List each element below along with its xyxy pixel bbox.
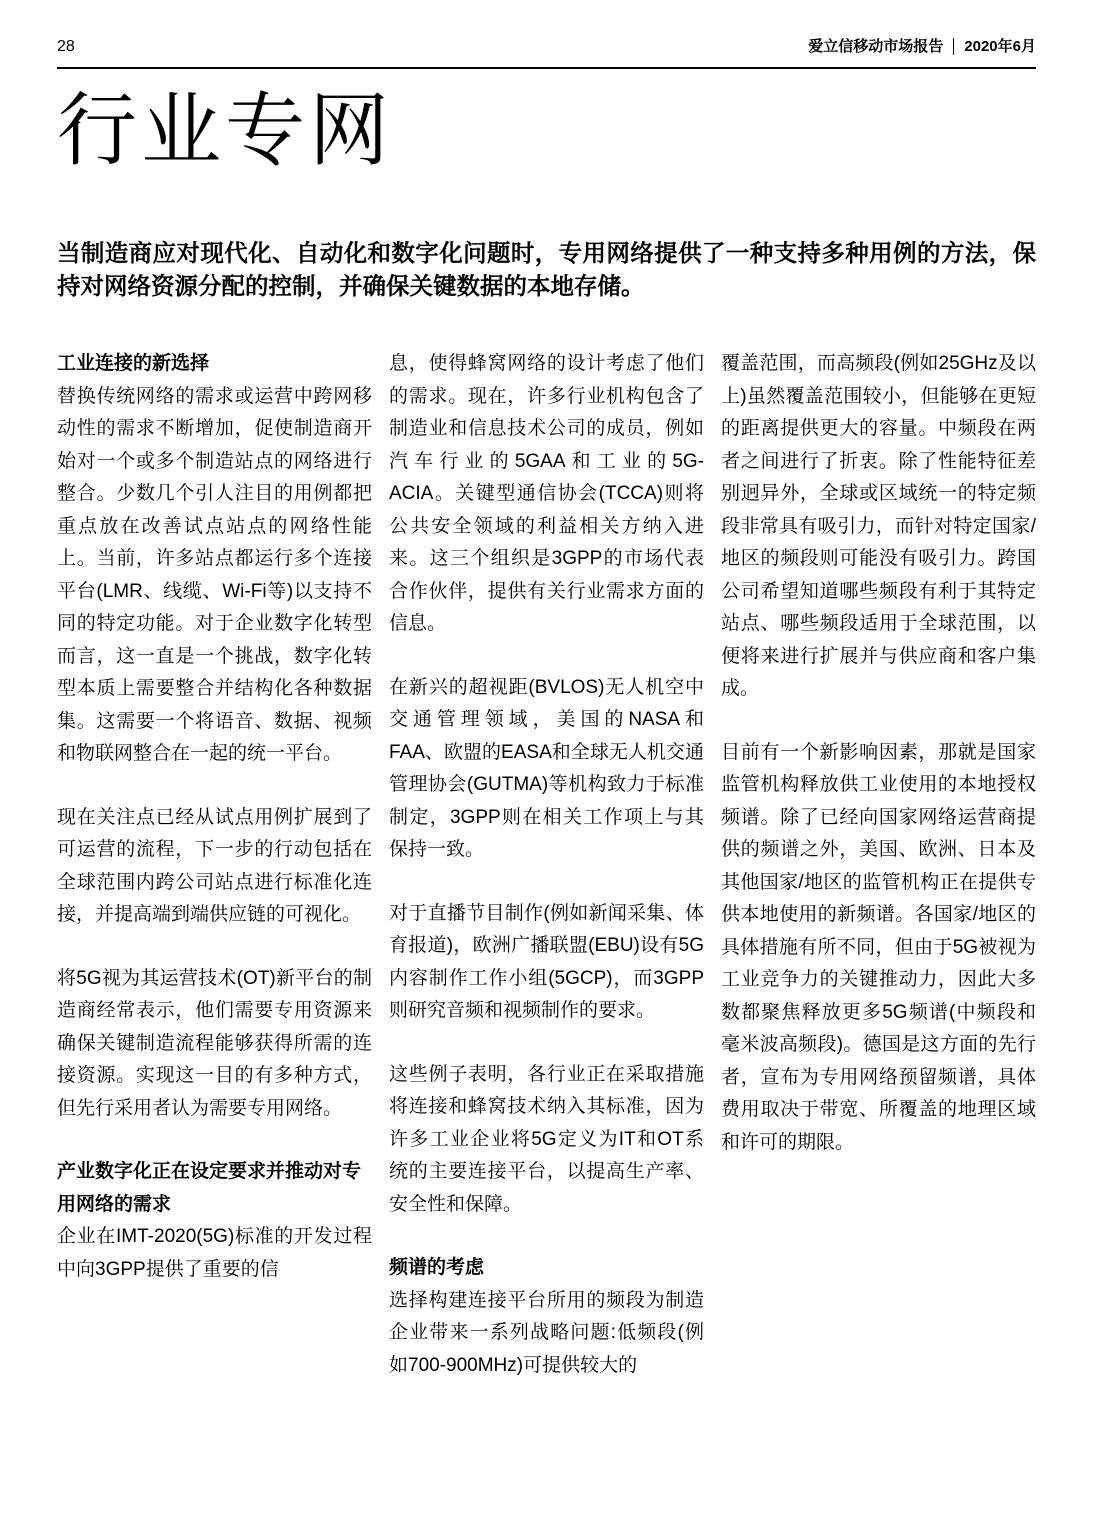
text-column-3 [721, 348, 1036, 1382]
header-report-info [808, 38, 1036, 55]
paragraph: 现在关注点已经从试点用例扩展到了可运营的流程，下一步的行动包括在全球范围内跨公司站点进行标准化连接，并提高端到端供应链的可视化。 [57, 806, 372, 925]
text-column-1 [57, 348, 372, 1382]
page-title: 行业专网 [57, 86, 393, 175]
section-heading: 产业数字化正在设定要求并推动对专用网络的需求 [57, 1161, 362, 1215]
paragraph: 对于直播节目制作(例如新闻采集、体育报道)，欧洲广播联盟(EBU)设有5G内容制作工作小组(5GCP)，而3GPP则研究音频和视频制作的要求。 [389, 902, 704, 1021]
report-title: 爱立信移动市场报告 [808, 38, 944, 55]
paragraph: 将5G视为其运营技术(OT)新平台的制造商经常表示，他们需要专用资源来确保关键制造流程能够获得所需的连接资源。实现这一目的有多种方式，但先行采用者认为需要专用网络。 [57, 967, 372, 1119]
lead-paragraph: 当制造商应对现代化、自动化和数字化问题时，专用网络提供了一种支持多种用例的方法，保持对网络资源分配的控制，并确保关键数据的本地存储。 [57, 240, 1036, 299]
header-divider [953, 38, 954, 55]
section-heading: 工业连接的新选择 [57, 353, 210, 374]
paragraph: 息，使得蜂窝网络的设计考虑了他们的需求。现在，许多行业机构包含了制造业和信息技术公司的成员，例如汽车行业的5GAA和工业的5G-ACIA。关键型通信协会(TCCA)则将公共安全领域的利益相关方纳入进来。这三个组织是3GPP的市场代表合作伙伴，提供有关行业需求方面的信息。 [389, 353, 704, 634]
paragraph: 覆盖范围，而高频段(例如25GHz及以上)虽然覆盖范围较小，但能够在更短的距离提供更大的容量。中频段在两者之间进行了折衷。除了性能特征差别迥异外，全球或区域统一的特定频段非常具有吸引力，而针对特定国家/地区的频段则可能没有吸引力。跨国公司希望知道哪些频段有利于其特定站点、哪些频段适用于全球范围，以便将来进行扩展并与供应商和客户集成。 [721, 353, 1036, 699]
body-columns [57, 348, 1036, 1382]
paragraph: 企业在IMT-2020(5G)标准的开发过程中向3GPP提供了重要的信 [57, 1226, 372, 1280]
page-header [57, 0, 1036, 55]
text-column-2 [389, 348, 704, 1382]
header-rule [57, 67, 1036, 69]
paragraph: 选择构建连接平台所用的频段为制造企业带来一系列战略问题:低频段(例如700-900MHz)可提供较大的 [389, 1289, 704, 1376]
paragraph: 目前有一个新影响因素，那就是国家监管机构释放供工业使用的本地授权频谱。除了已经向国家网络运营商提供的频谱之外，美国、欧洲、日本及其他国家/地区的监管机构正在提供专供本地使用的新频谱。各国家/地区的具体措施有所不同，但由于5G被视为工业竞争力的关键推动力，因此大多数都聚焦释放更多5G频谱(中频段和毫米波高频段)。德国是这方面的先行者，宣布为专用网络预留频谱，具体费用取决于带宽、所覆盖的地理区域和许可的期限。 [721, 741, 1036, 1153]
paragraph: 这些例子表明，各行业正在采取措施将连接和蜂窝技术纳入其标准，因为许多工业企业将5G定义为IT和OT系统的主要连接平台，以提高生产率、安全性和保障。 [389, 1063, 704, 1215]
section-heading: 频谱的考虑 [389, 1257, 485, 1278]
report-date: 2020年6月 [964, 38, 1036, 55]
paragraph: 替换传统网络的需求或运营中跨网移动性的需求不断增加，促使制造商开始对一个或多个制造站点的网络进行整合。少数几个引人注目的用例都把重点放在改善试点站点的网络性能上。当前，许多站点都运行多个连接平台(LMR、线缆、Wi-Fi等)以支持不同的特定功能。对于企业数字化转型而言，这一直是一个挑战，数字化转型本质上需要整合并结构化各种数据集。这需要一个将语音、数据、视频和物联网整合在一起的统一平台。 [57, 385, 372, 764]
page-number: 28 [57, 38, 75, 55]
paragraph: 在新兴的超视距(BVLOS)无人机空中交通管理领域，美国的NASA和FAA、欧盟的EASA和全球无人机交通管理协会(GUTMA)等机构致力于标准制定，3GPP则在相关工作项上与其保持一致。 [389, 676, 704, 860]
